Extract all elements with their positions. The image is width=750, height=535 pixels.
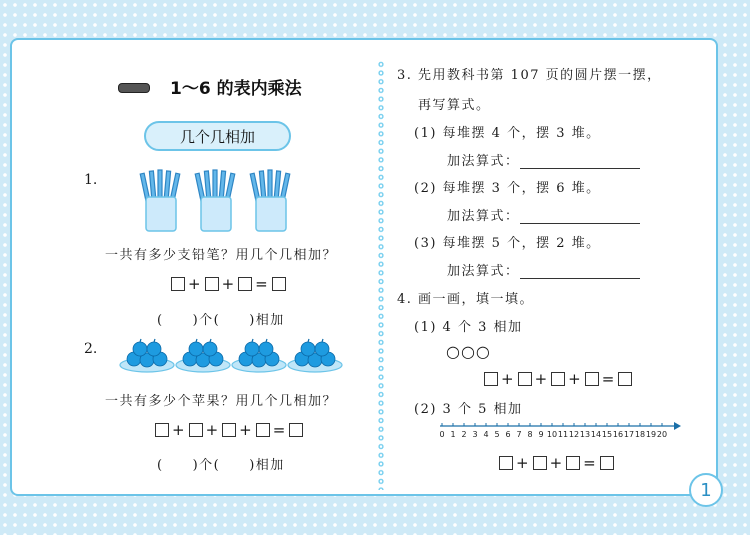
answer-line[interactable] [520, 209, 640, 224]
answer-box[interactable] [256, 423, 270, 437]
answer-box[interactable] [585, 372, 599, 386]
number-line-label: 10 [546, 430, 558, 439]
arrow-head-icon [674, 422, 681, 430]
number-line-label: 0 [439, 430, 445, 439]
plus-sign: + [205, 421, 220, 439]
question-2-equation [155, 421, 303, 439]
answer-box[interactable] [518, 372, 532, 386]
number-line-label: 5 [494, 430, 500, 439]
question-4-equation-1 [484, 370, 632, 388]
question-3-item-1: (1) 每堆摆 4 个，摆 3 堆。 [414, 126, 601, 141]
question-3-item-2: (2) 每堆摆 3 个，摆 6 堆。 [414, 181, 601, 196]
number-line-label: 18 [634, 430, 646, 439]
drawn-circles: ○○○ [446, 342, 491, 361]
question-3-line-2: 再写算式。 [418, 98, 491, 113]
apple-plate [288, 339, 342, 372]
equals-sign: = [583, 454, 597, 472]
question-3-item-2-answer [447, 205, 640, 224]
answer-box[interactable] [205, 277, 219, 291]
plus-sign: + [221, 275, 236, 293]
answer-box[interactable] [171, 277, 185, 291]
question-4-title: 4. 画一画，填一填。 [397, 292, 535, 307]
plus-sign: + [239, 421, 253, 439]
dotted-divider [377, 60, 385, 490]
question-2-blank-text[interactable]: ( )个( )相加 [157, 458, 285, 473]
question-3-item-1-answer [447, 150, 640, 169]
answer-line[interactable] [520, 154, 640, 169]
answer-box[interactable] [155, 423, 169, 437]
plus-sign: + [516, 454, 530, 472]
question-2-number: 2. [84, 341, 98, 357]
question-4-sub-2: (2) 3 个 5 相加 [414, 402, 523, 417]
number-line-ticks [439, 423, 667, 439]
number-line-label: 8 [527, 430, 533, 439]
answer-box[interactable] [189, 423, 203, 437]
page-number [689, 473, 723, 507]
question-4-sub-1: (1) 4 个 3 相加 [414, 320, 523, 335]
plus-sign: + [568, 370, 582, 388]
number-line-label: 1 [450, 430, 456, 439]
number-line-label: 4 [483, 430, 489, 439]
question-1-blank-text[interactable]: ( )个( )相加 [157, 313, 285, 328]
number-line-label: 20 [656, 430, 668, 439]
pencil-cup [140, 170, 180, 231]
equals-sign: = [255, 275, 269, 293]
number-line-label: 13 [579, 430, 591, 439]
answer-box[interactable] [600, 456, 614, 470]
section-title [144, 121, 291, 151]
answer-prompt: 加法算式： [447, 264, 520, 279]
plus-sign: + [501, 370, 515, 388]
number-line-label: 19 [645, 430, 657, 439]
question-2-text: 一共有多少个苹果？用几个几相加？ [105, 394, 338, 409]
number-line [436, 420, 682, 442]
pencil-cups-image [138, 165, 298, 237]
number-line-label: 17 [623, 430, 635, 439]
section-title-text: 几个几相加 [179, 127, 255, 146]
equals-sign: = [601, 370, 616, 388]
question-1-text: 一共有多少支铅笔？用几个几相加？ [105, 248, 338, 263]
answer-prompt: 加法算式： [447, 154, 520, 169]
page-number-text: 1 [700, 479, 712, 501]
number-line-label: 11 [557, 430, 569, 439]
answer-prompt: 加法算式： [447, 209, 520, 224]
question-1-equation [171, 275, 286, 293]
apple-plate [232, 339, 286, 372]
apple-plate [120, 339, 174, 372]
number-line-label: 15 [601, 430, 613, 439]
question-3-item-3: (3) 每堆摆 5 个，摆 2 堆。 [414, 236, 601, 251]
question-3-line-1: 3. 先用教科书第 107 页的圆片摆一摆， [397, 68, 662, 83]
equals-sign: = [272, 421, 287, 439]
pencil-cup [250, 170, 290, 231]
number-line-label: 2 [461, 430, 467, 439]
plus-sign: + [188, 275, 202, 293]
answer-box[interactable] [618, 372, 632, 386]
answer-box[interactable] [566, 456, 580, 470]
answer-box[interactable] [484, 372, 498, 386]
answer-box[interactable] [238, 277, 252, 291]
question-1-number: 1. [84, 172, 98, 188]
answer-box[interactable] [222, 423, 236, 437]
answer-box[interactable] [533, 456, 547, 470]
answer-box[interactable] [499, 456, 513, 470]
plus-sign: + [172, 421, 186, 439]
question-3-item-3-answer [447, 260, 640, 279]
question-4-equation-2 [499, 454, 614, 472]
number-line-label: 9 [538, 430, 544, 439]
plus-sign: + [549, 454, 564, 472]
answer-line[interactable] [520, 264, 640, 279]
number-line-label: 16 [612, 430, 624, 439]
number-line-label: 7 [516, 430, 522, 439]
apple-plate [176, 339, 230, 372]
plus-sign: + [534, 370, 549, 388]
number-line-label: 12 [568, 430, 580, 439]
chapter-title: 1～6 的表内乘法 [170, 79, 302, 99]
answer-box[interactable] [289, 423, 303, 437]
apple-plates-image [118, 337, 350, 375]
chapter-marker [118, 83, 150, 93]
answer-box[interactable] [551, 372, 565, 386]
number-line-label: 14 [590, 430, 602, 439]
pencil-cup [195, 170, 235, 231]
answer-box[interactable] [272, 277, 286, 291]
number-line-label: 6 [505, 430, 511, 439]
number-line-label: 3 [472, 430, 478, 439]
